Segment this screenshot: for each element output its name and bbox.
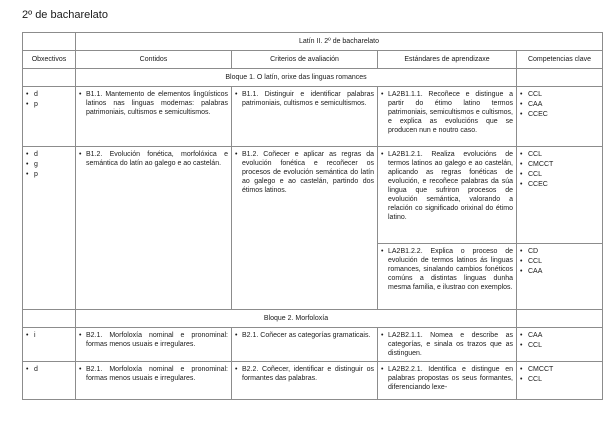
content-cell: • B1.2. Evolución fonética, morfolóxica e semántica do latín ao galego e ao castelán. bbox=[76, 147, 232, 310]
competences-cell bbox=[517, 244, 603, 310]
header-competences: Competencias clave bbox=[517, 51, 603, 69]
competence-item: • CCL bbox=[520, 376, 543, 383]
competence-item: • CMCCT bbox=[520, 161, 554, 168]
objective-item: • d bbox=[26, 366, 38, 373]
competences-cell bbox=[517, 147, 603, 244]
header-row bbox=[23, 51, 603, 69]
standard-cell: • LA2B1.1.1. Recoñece e distingue a partir do étimo latino termos patrimoniais, semicultismos e cultismos, e explica as evolucións que se producen nun e noutro caso. bbox=[378, 87, 517, 147]
table-row bbox=[23, 87, 603, 147]
table-row bbox=[23, 328, 603, 362]
competences-cell bbox=[517, 328, 603, 362]
header-objectives: Obxectivos bbox=[23, 51, 76, 69]
table-caption: Latín II. 2º de bacharelato bbox=[76, 33, 603, 51]
standard-cell: • LA2B2.1.1. Nomea e describe as categorías, e sinala os trazos que as distinguen. bbox=[378, 328, 517, 362]
competence-item: • CAA bbox=[520, 101, 543, 108]
header-standards: Estándares de aprendizaxe bbox=[378, 51, 517, 69]
objective-item: • g bbox=[26, 161, 38, 168]
objective-item: • i bbox=[26, 332, 36, 339]
objectives-cell bbox=[23, 362, 76, 400]
curriculum-table bbox=[22, 32, 603, 400]
competence-item: • CCL bbox=[520, 171, 543, 178]
table-row bbox=[23, 147, 603, 244]
caption-row bbox=[23, 33, 603, 51]
content-cell: • B1.1. Mantemento de elementos lingüísticos latinos nas linguas modernas: palabras patrimoniais, cultismos e semicultismos. bbox=[76, 87, 232, 147]
block-title: Bloque 1. O latín, orixe das linguas romances bbox=[76, 69, 517, 87]
objective-item: • p bbox=[26, 171, 38, 178]
standard-cell: • LA2B1.2.1. Realiza evolucións de termos latinos ao galego e ao castelán, aplicando as regras fonéticas de evolución, e recoñece palabras da súa lingua que sufriron procesos de evolución semántica, valorando a relación co significado orixinal do étimo latino. bbox=[378, 147, 517, 244]
competence-item: • CMCCT bbox=[520, 366, 554, 373]
objectives-cell bbox=[23, 87, 76, 147]
competence-item: • CCL bbox=[520, 151, 543, 158]
criterion-cell: • B1.1. Distinguir e identificar palabras patrimoniais, cultismos e semicultismos. bbox=[232, 87, 378, 147]
objectives-cell bbox=[23, 147, 76, 310]
criterion-cell: • B2.1. Coñecer as categorías gramaticais. bbox=[232, 328, 378, 362]
competence-item: • CCL bbox=[520, 91, 543, 98]
competence-item: • CD bbox=[520, 248, 539, 255]
block-title-row bbox=[23, 310, 603, 328]
objective-item: • d bbox=[26, 151, 38, 158]
header-contents: Contidos bbox=[76, 51, 232, 69]
objectives-cell bbox=[23, 328, 76, 362]
criterion-cell: • B2.2. Coñecer, identificar e distinguir os formantes das palabras. bbox=[232, 362, 378, 400]
content-cell: • B2.1. Morfoloxía nominal e pronominal: formas menos usuais e irregulares. bbox=[76, 328, 232, 362]
criterion-cell: • B1.2. Coñecer e aplicar as regras da evolución fonética e recoñecer os procesos de evolución semántica do latín ao galego e ao castelán, partindo dos étimos latinos. bbox=[232, 147, 378, 310]
competence-item: • CCEC bbox=[520, 181, 548, 188]
competences-cell bbox=[517, 87, 603, 147]
content-cell: • B2.1. Morfoloxía nominal e pronominal: formas menos usuais e irregulares. bbox=[76, 362, 232, 400]
objective-item: • d bbox=[26, 91, 38, 98]
standard-cell: • LA2B2.2.1. Identifica e distingue en palabras propostas os seus formantes, diferenciando lexe- bbox=[378, 362, 517, 400]
competence-item: • CCEC bbox=[520, 111, 548, 118]
standard-cell: • LA2B1.2.2. Explica o proceso de evolución de termos latinos ás linguas romances, sinalando cambios fonéticos comúns a distintas linguas dunha mesma familia, e ilustrao con exemplos. bbox=[378, 244, 517, 310]
competence-item: • CAA bbox=[520, 332, 543, 339]
competences-cell bbox=[517, 362, 603, 400]
page-title: 2º de bacharelato bbox=[22, 9, 108, 21]
header-criteria: Criterios de avaliación bbox=[232, 51, 378, 69]
objective-item: • p bbox=[26, 101, 38, 108]
competence-item: • CAA bbox=[520, 268, 543, 275]
table-row bbox=[23, 362, 603, 400]
competence-item: • CCL bbox=[520, 258, 543, 265]
block-title-row bbox=[23, 69, 603, 87]
competence-item: • CCL bbox=[520, 342, 543, 349]
block-title: Bloque 2. Morfoloxía bbox=[76, 310, 517, 328]
